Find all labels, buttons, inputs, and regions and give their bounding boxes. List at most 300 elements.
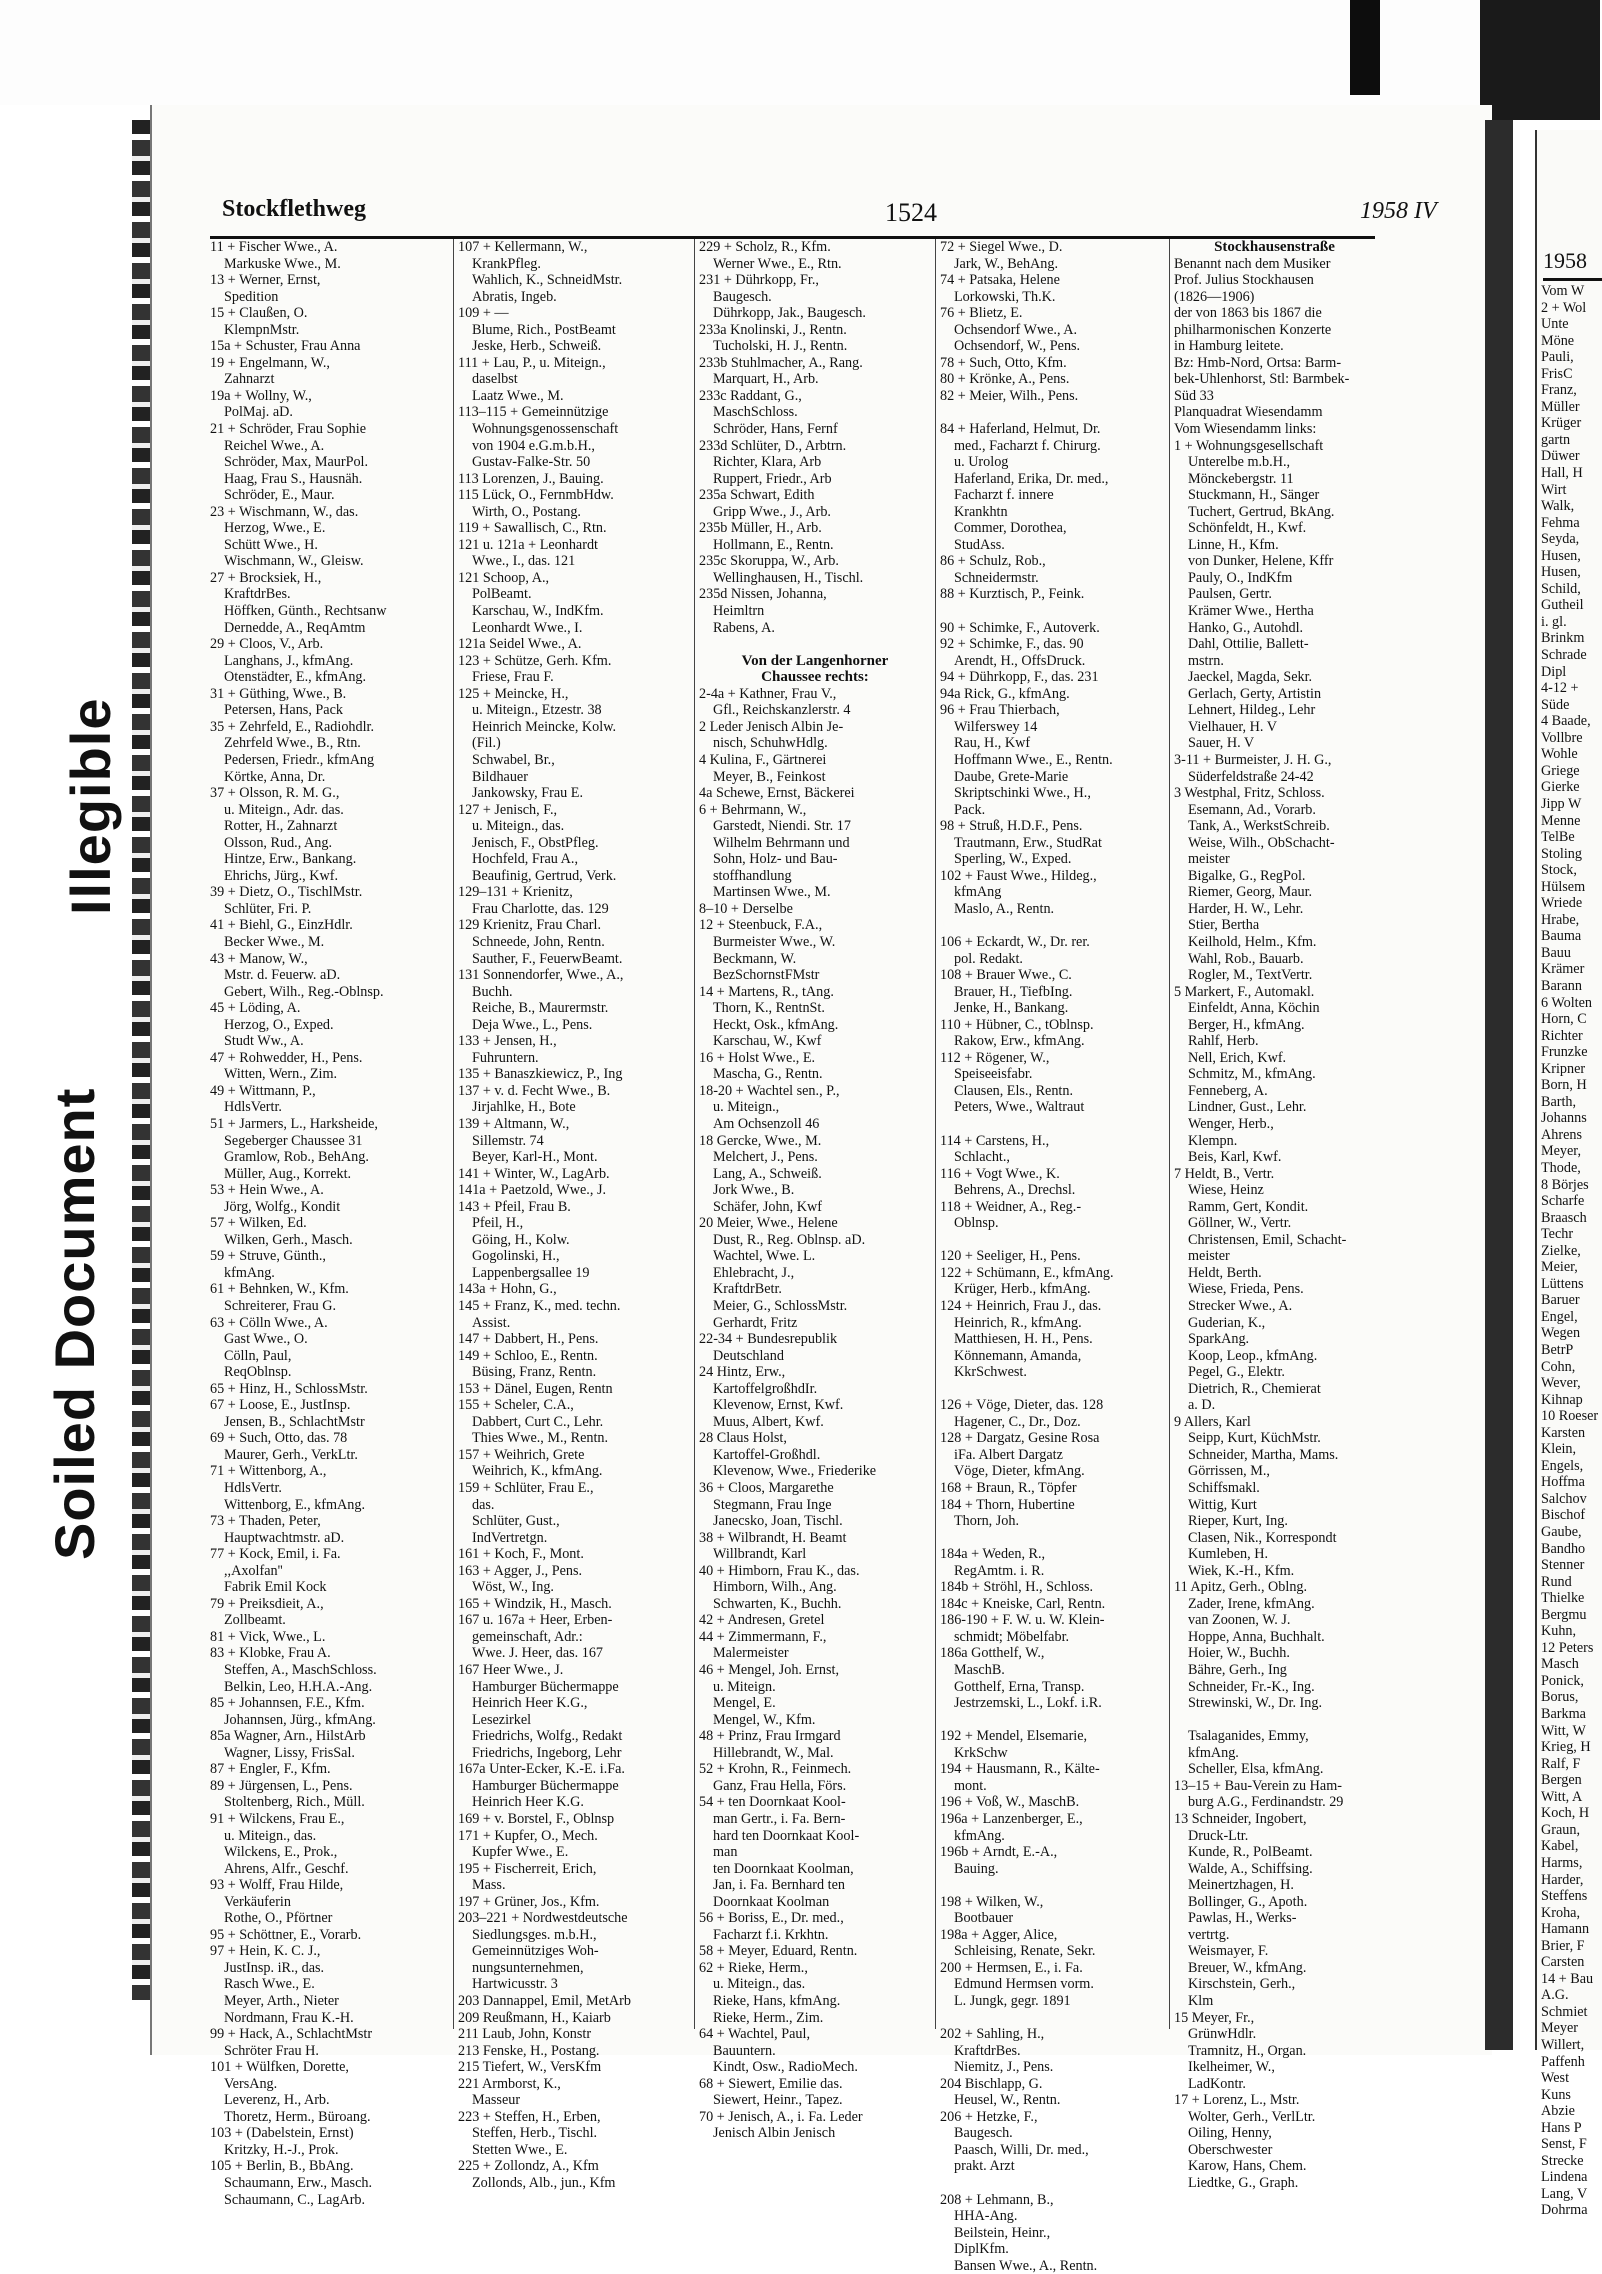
directory-entry-line: Willbrandt, Karl [713,1546,807,1563]
facing-page-line: Krämer [1541,961,1585,978]
directory-entry-line: Trautmann, Erw., StudRat [954,834,1102,851]
directory-entry-line: Kindt, Osw., RadioMech. [713,2059,858,2076]
directory-entry-line: Schaumann, Erw., Masch. [224,2174,373,2191]
facing-page-line: Lindena [1541,2169,1588,2186]
facing-page-line: Strecke [1541,2152,1584,2169]
directory-entry-line: Schütt Wwe., H. [224,536,318,553]
directory-entry-line: Schiffsmakl. [1188,1480,1260,1497]
directory-entry-line: 12 + Steenbuck, F.A., [699,917,823,934]
directory-entry-line: KraftdrBetr. [713,1281,782,1298]
directory-entry-line: 223 + Steffen, H., Erben, [458,2108,601,2125]
directory-entry-line: Heimltrn [713,603,765,620]
directory-entry-line: 211 Laub, John, Konstr [458,2026,592,2043]
directory-entry-line: 186a Gotthelf, W., [940,1645,1045,1662]
directory-entry-line: Frau Charlotte, das. 129 [472,900,609,917]
directory-entry-line: Esemann, Ad., Vorarb. [1188,801,1316,818]
directory-entry-line: Schaumann, C., LagArb. [224,2191,366,2208]
directory-entry-line: Hanko, G., Autohdl. [1188,619,1304,636]
directory-entry-line: Rotter, H., Zahnarzt [224,818,338,835]
directory-entry-line: 42 + Andresen, Gretel [699,1612,825,1629]
directory-entry-line: 45 + Löding, A. [210,1000,301,1017]
directory-entry-line: 88 + Kurztisch, P., Feink. [940,586,1085,603]
directory-entry-line: 18-20 + Wachtel sen., P., [699,1082,840,1099]
directory-entry-line: Tsalaganides, Emmy, [1188,1728,1309,1745]
directory-entry-line: Jensen, B., SchlachtMstr [224,1413,365,1430]
directory-entry-line: mstrn. [1188,652,1224,669]
facing-page-line: Bergmu [1541,1606,1587,1623]
directory-entry-line: nisch, SchuhwHdlg. [713,735,828,752]
directory-entry-line: Gerhardt, Fritz [713,1314,798,1331]
directory-entry-line: 163 + Agger, J., Pens. [458,1562,583,1579]
directory-entry-line: 143a + Hohn, G., [458,1281,557,1298]
directory-entry-line: schmidt; Möbelfabr. [954,1628,1070,1645]
facing-page-line: Cohn, [1541,1358,1576,1375]
directory-entry-line: Keilhold, Helm., Kfm. [1188,933,1317,950]
directory-entry-line: Bansen Wwe., A., Rentn. [954,2257,1098,2274]
directory-entry-line: von 1904 e.G.m.b.H., [472,437,595,454]
directory-entry-line: Rakow, Erw., kfmAng. [954,1033,1085,1050]
directory-entry-line: Hoier, W., Buchh. [1188,1645,1290,1662]
directory-entry-line: 1 + Wohnungsgesellschaft [1174,437,1324,454]
facing-page-line: Brier, F [1541,1937,1585,1954]
directory-entry-line: Wwe. J. Heer, das. 167 [472,1645,604,1662]
directory-entry-line: Buchh. [472,983,513,1000]
facing-page-line: 8 Börjes [1541,1176,1589,1193]
directory-entry-line: 209 Reußmann, H., Kaiarb [458,2009,611,2026]
directory-entry-line: Kunde, R., PolBeamt. [1188,1844,1313,1861]
directory-entry-line: Friedrichs, Wolfg., Redakt [472,1728,623,1745]
directory-entry-line: 167 u. 167a + Heer, Erben- [458,1612,613,1629]
directory-entry-line: Commer, Dorothea, [954,520,1067,537]
directory-entry-line: 62 + Rieke, Herm., [699,1959,808,1976]
facing-page-line: i. gl. [1541,613,1567,630]
directory-entry-line: Pedersen, Friedr., kfmAng [224,751,375,768]
directory-entry-line: Tuchert, Gertrud, BkAng. [1188,503,1335,520]
directory-entry-line: Dernedde, A., ReqAmtm [224,619,366,636]
directory-entry-line: Janecsko, Joan, Tischl. [713,1513,843,1530]
directory-entry-line: Leonhardt Wwe., I. [472,619,583,636]
directory-entry-line: KkrSchwest. [954,1364,1027,1381]
column-rule [935,239,936,2029]
directory-entry-line: 76 + Blietz, E. [940,305,1023,322]
directory-entry-line: Burmeister Wwe., W. [713,933,836,950]
facing-page-line: Ponick, [1541,1672,1584,1689]
directory-entry-line: Laatz Wwe., M. [472,387,564,404]
directory-entry-line: 102 + Faust Wwe., Hildeg., [940,867,1097,884]
directory-entry-line: Bigalke, G., RegPol. [1188,867,1306,884]
directory-entry-line: hard ten Doornkaat Kool- [713,1827,860,1844]
directory-entry-line: Maurer, Gerh., VerkLtr. [224,1446,358,1463]
directory-entry-line: Schröder, Max, MaurPol. [224,454,369,471]
directory-entry-line: Meinertzhagen, H. [1188,1877,1294,1894]
directory-entry-line: 90 + Schimke, F., Autoverk. [940,619,1100,636]
facing-page-line: Zielke, [1541,1242,1581,1259]
directory-entry-line: Dietrich, R., Chemierat [1188,1380,1321,1397]
directory-entry-line: 131 Sonnendorfer, Wwe., A., [458,967,624,984]
directory-entry-line: Siedlungsges. m.b.H., [472,1926,597,1943]
facing-page-line: Born, H [1541,1077,1587,1094]
directory-entry-line: 155 + Scheler, C.A., [458,1397,574,1414]
directory-entry-line: Gripp Wwe., J., Arb. [713,503,831,520]
facing-page-line: 10 Roeser [1541,1408,1599,1425]
directory-entry-line: man [713,1844,738,1861]
directory-entry-line: Krämer Wwe., Hertha [1188,603,1314,620]
directory-entry-line: Dust, R., Reg. Oblnsp. aD. [713,1231,866,1248]
directory-entry-line: Hauptwachtmstr. aD. [224,1529,345,1546]
directory-entry-line: 92 + Schimke, F., das. 90 [940,636,1084,653]
directory-entry-line [940,603,1165,620]
directory-entry-line: Martinsen Wwe., M. [713,884,831,901]
directory-entry-line: Ahrens, Alfr., Geschf. [224,1860,349,1877]
directory-entry-line [940,2175,1165,2192]
directory-entry-line: 15 + Claußen, O. [210,305,308,322]
directory-entry-line: Schneede, John, Rentn. [472,933,605,950]
directory-entry-line: 96 + Frau Thierbach, [940,702,1060,719]
directory-entry-line: ,,Axolfan'' [224,1562,283,1579]
directory-entry-line: Lappenbergsallee 19 [472,1264,590,1281]
directory-entry-line: 157 + Weihrich, Grete [458,1446,585,1463]
directory-entry-line: Chaussee rechts: [761,669,869,686]
directory-entry-line: Fenneberg, A. [1188,1082,1268,1099]
directory-entry-line: HdlsVertr. [224,1480,282,1497]
directory-entry-line: 235a Schwart, Edith [699,487,815,504]
facing-page-line: Hoffma [1541,1474,1585,1491]
directory-entry-line: Ramm, Gert, Kondit. [1188,1198,1309,1215]
directory-entry-line: 15a + Schuster, Frau Anna [210,338,361,355]
directory-entry-line: 184a + Weden, R., [940,1546,1046,1563]
directory-entry-line: Görrissen, M., [1188,1463,1270,1480]
illegible-label: Illegible [59,697,122,915]
directory-entry-line: 141a + Paetzold, Wwe., J. [458,1182,607,1199]
directory-entry-line: Gast Wwe., O. [224,1331,308,1348]
directory-entry-line: Am Ochsenzoll 46 [713,1115,820,1132]
directory-entry-line: Rogler, M., TextVertr. [1188,967,1313,984]
directory-entry-line: 78 + Such, Otto, Kfm. [940,354,1067,371]
directory-entry-line: Koop, Leop., kfmAng. [1188,1347,1318,1364]
directory-entry-line: Liedtke, G., Graph. [1188,2174,1299,2191]
directory-entry-line: Ochsendorf, W., Pens. [954,338,1081,355]
directory-entry-line: Wiese, Heinz [1188,1182,1264,1199]
directory-entry-line: 77 + Kock, Emil, i. Fa. [210,1546,341,1563]
directory-entry-line [699,636,931,653]
directory-entry-line: 126 + Vöge, Dieter, das. 128 [940,1397,1104,1414]
directory-entry-line: Zollonds, Alb., jun., Kfm [472,2174,616,2191]
directory-entry-line: 109 + — [458,305,509,322]
directory-entry-line: Thorn, K., RentnSt. [713,1000,825,1017]
directory-entry-line: 21 + Schröder, Frau Sophie [210,421,366,438]
facing-page-line: Harms, [1541,1854,1583,1871]
directory-entry-line: 195 + Fischerreit, Erich, [458,1860,597,1877]
directory-entry-line: Stegmann, Frau Inge [713,1496,832,1513]
directory-entry-line: 121 Schoop, A., [458,569,550,586]
directory-entry-line: DiplKfm. [954,2241,1009,2258]
directory-entry-line: Ganz, Frau Hella, Förs. [713,1777,847,1794]
directory-entry-line: Heinrich Meincke, Kolw. [472,718,617,735]
directory-entry-line: Hollmann, E., Rentn. [713,536,834,553]
directory-entry-line: Langhans, J., kfmAng. [224,652,354,669]
directory-entry-line: Richter, Klara, Arb [713,454,822,471]
directory-entry-line: Vielhauer, H. V [1188,718,1277,735]
directory-entry-line: Hochfeld, Frau A., [472,851,578,868]
directory-entry-line: Bauuntern. [713,2042,776,2059]
directory-entry-line: Muus, Albert, Kwf. [713,1413,824,1430]
directory-entry-line: Daube, Grete-Marie [954,768,1069,785]
directory-entry-line: Reichel Wwe., A. [224,437,325,454]
directory-entry-line: 124 + Heinrich, Frau J., das. [940,1298,1102,1314]
directory-entry-line: 215 Tiefert, W., VersKfm [458,2059,602,2076]
facing-page-line: A.G. [1541,1987,1569,2004]
directory-entry-line: 3-11 + Burmeister, J. H. G., [1174,751,1332,768]
directory-entry-line: Wahlich, K., SchneidMstr. [472,272,623,289]
directory-entry-line: JustInsp. iR., das. [224,1959,325,1976]
directory-entry-line: 202 + Sahling, H., [940,2026,1045,2043]
facing-page-line: Vollbre [1541,729,1583,746]
directory-entry-line: 169 + v. Borstel, F., Oblnsp [458,1810,615,1827]
directory-entry-line: 27 + Brocksiek, H., [210,569,322,586]
directory-entry-line: Friedrichs, Ingeborg, Lehr [472,1744,622,1761]
directory-entry-line: Gotthelf, Erna, Transp. [954,1678,1085,1695]
directory-entry-line [1174,1712,1375,1729]
directory-entry-line: 11 Apitz, Gerh., Oblng. [1174,1579,1308,1596]
page-edge [1485,120,1513,2050]
directory-entry-line: Behrens, A., Drechsl. [954,1182,1076,1199]
directory-entry-line: 122 + Schümann, E., kfmAng. [940,1264,1114,1281]
directory-entry-line: 192 + Mendel, Elsemarie, [940,1728,1088,1745]
directory-entry-line: 103 + (Dabelstein, Ernst) [210,2125,354,2142]
facing-page-line: Walk, [1541,498,1575,515]
directory-entry-line: 23 + Wischmann, W., das. [210,503,359,520]
directory-entry-line: KrkSchw [954,1744,1008,1761]
facing-page-line: Stoling [1541,845,1582,862]
facing-page-line: Senst, F [1541,2136,1587,2153]
directory-entry-line: u. Miteign. [713,1678,776,1695]
directory-entry-line: Rieke, Hans, kfmAng. [713,1992,841,2009]
facing-page-line: Klein, [1541,1441,1577,1458]
directory-entry-line: 235b Müller, H., Arb. [699,520,822,537]
directory-entry-line: Rau, H., Kwf [954,735,1031,752]
directory-entry-line: Herzog, Wwe., E. [224,520,326,537]
directory-entry-line: 141 + Winter, W., LagArb. [458,1165,610,1182]
directory-entry-line: 18 Gercke, Wwe., M. [699,1132,822,1149]
directory-entry-line: 139 + Altmann, W., [458,1115,570,1132]
scan-edge-strip [1350,0,1380,95]
directory-entry-line: 233b Stuhlmacher, A., Rang. [699,354,863,371]
directory-entry-line: 5 Markert, F., Automakl. [1174,983,1315,1000]
directory-entry-line: 87 + Engler, F., Kfm. [210,1761,331,1778]
facing-page-line: Kihnap [1541,1391,1583,1408]
directory-entry-line: 85 + Johannsen, F.E., Kfm. [210,1695,365,1712]
directory-entry-line: 19a + Wollny, W., [210,387,312,404]
directory-entry-line: 59 + Struve, Günth., [210,1248,326,1265]
facing-page-line: Franz, [1541,382,1577,399]
directory-entry-line: 94a Rick, G., kfmAng. [940,685,1070,702]
directory-entry-line: KraftdrBes. [224,586,291,603]
directory-entry-line: 74 + Patsaka, Helene [940,272,1060,289]
directory-entry-line: Wellinghausen, H., Tischl. [713,569,864,586]
facing-page-line: Seyda, [1541,531,1580,548]
directory-entry-line: Edmund Hermsen vorm. [954,1976,1094,1993]
directory-entry-line: 83 + Klobke, Frau A. [210,1645,331,1662]
facing-page-line: Richter [1541,1027,1583,1044]
facing-page-line: Jipp W [1541,795,1582,812]
directory-entry-line: 40 + Himborn, Frau K., das. [699,1562,860,1579]
facing-page-line: Ahrens [1541,1126,1582,1143]
directory-entry-line: 196b + Arndt, E.-A., [940,1844,1058,1861]
directory-entry-line [940,1712,1165,1729]
directory-entry-line: Mengel, W., Kfm. [713,1711,816,1728]
directory-entry-line: Baugesch. [713,288,772,305]
directory-entry-line: Harder, H. W., Lehr. [1188,900,1304,917]
directory-entry-line: Karschau, W., IndKfm. [472,603,604,620]
facing-page-line: Husen, [1541,547,1581,564]
directory-entry-line: Fuhruntern. [472,1049,539,1066]
directory-entry-line: Nordmann, Frau K.-H. [224,2009,354,2026]
facing-page-line: Barth, [1541,1093,1577,1110]
facing-page-line: 4 Baade, [1541,713,1591,730]
directory-entry-line: Malermeister [713,1645,789,1662]
directory-entry-line: 57 + Wilken, Ed. [210,1215,307,1232]
directory-entry-line: Dabbert, Curt C., Lehr. [472,1413,604,1430]
facing-page-year: 1958 [1543,248,1602,281]
directory-entry-line: 116 + Vogt Wwe., K. [940,1165,1060,1182]
directory-entry-line: Ruppert, Friedr., Arb [713,470,832,487]
directory-entry-line: Scheller, Elsa, kfmAng. [1188,1761,1324,1778]
directory-entry-line: Schreiterer, Frau G. [224,1298,337,1314]
directory-entry-line: 145 + Franz, K., med. techn. [458,1298,621,1314]
directory-entry-line: Rahlf, Herb. [1188,1033,1259,1050]
directory-entry-line: 52 + Krohn, R., Feinmech. [699,1761,852,1778]
directory-entry-line: 19 + Engelmann, W., [210,354,330,371]
facing-page-line: Bauma [1541,928,1582,945]
directory-entry-line: Bollinger, G., Apoth. [1188,1893,1308,1910]
header-year: 1958 IV [1360,198,1437,224]
directory-entry-line: der von 1863 bis 1867 die [1174,305,1322,322]
directory-entry-line: Assist. [472,1314,511,1331]
directory-entry-line: Dührkopp, Jak., Baugesch. [713,305,866,322]
directory-entry-line: Strewinski, W., Dr. Ing. [1188,1695,1322,1712]
facing-page-line: Griege [1541,762,1580,779]
directory-entry-line: Sperling, W., Exped. [954,851,1072,868]
directory-entry-line: Vöge, Dieter, kfmAng. [954,1463,1085,1480]
directory-entry-line: 168 + Braun, R., Töpfer [940,1480,1077,1497]
directory-entry-line: Stoltenberg, Rich., Müll. [224,1794,365,1811]
facing-page-line: Wegen [1541,1325,1581,1342]
facing-page-line: West [1541,2070,1570,2087]
facing-page-line: Süde [1541,696,1570,713]
facing-page-line: Kroha, [1541,1904,1581,1921]
directory-entry-line: Otenstädter, E., kfmAng. [224,669,367,686]
directory-entry-line: Kupfer Wwe., E. [472,1844,569,1861]
facing-page-line: Kripner [1541,1060,1586,1077]
directory-entry-line: Beyer, Karl-H., Mont. [472,1149,598,1166]
directory-entry-line: Mstr. d. Feuerw. aD. [224,967,341,984]
facing-page-line: Witt, W [1541,1722,1586,1739]
directory-entry-line: 91 + Wilckens, Frau E., [210,1810,345,1827]
facing-page-line: BetrP [1541,1342,1574,1358]
directory-entry-line: Schröter Frau H. [224,2042,319,2059]
directory-entry-line: 46 + Mengel, Joh. Ernst, [699,1662,840,1679]
directory-entry-line: Gemeinnütziges Woh- [472,1943,599,1960]
facing-page-line: Borus, [1541,1689,1579,1706]
directory-entry-line: Thoretz, Herm., Büroang. [224,2108,371,2125]
facing-page-line: Carsten [1541,1954,1585,1971]
directory-entry-line: Belkin, Leo, H.H.A.-Ang. [224,1678,373,1695]
directory-entry-line: Speiseeisfabr. [954,1066,1033,1083]
facing-page-line: Wriede [1541,895,1583,912]
directory-entry-line: 99 + Hack, A., SchlachtMstr [210,2026,373,2043]
directory-entry-line: Bähre, Gerh., Ing [1188,1662,1287,1679]
directory-entry-line: Beilstein, Heinr., [954,2224,1051,2241]
directory-entry-line: Klempn. [1188,1132,1238,1149]
facing-page-line: FrisC [1541,365,1573,382]
directory-entry-line: Abratis, Ingeb. [472,288,557,305]
directory-entry-line: Stuckmann, H., Sänger [1188,487,1320,504]
directory-entry-line: kfmAng. [224,1264,275,1281]
facing-page-line: Witt, A [1541,1788,1583,1805]
directory-entry-line: 80 + Krönke, A., Pens. [940,371,1070,388]
directory-entry-line: Paasch, Willi, Dr. med., [954,2141,1089,2158]
directory-entry-line [940,404,1165,421]
directory-entry-line: 113 Lorenzen, J., Bauing. [458,470,604,487]
directory-entry-line: u. Miteign., das. [713,1976,806,1993]
directory-entry-line: Matthiesen, H. H., Pens. [954,1331,1093,1348]
directory-entry-line: 68 + Siewert, Emilie das. [699,2075,843,2092]
directory-entry-line: Thorn, Joh. [954,1513,1020,1530]
directory-entry-line: 184 + Thorn, Hubertine [940,1496,1075,1513]
directory-entry-line: 2 Leder Jenisch Albin Je- [699,718,844,735]
column-rule [694,239,695,2029]
directory-entry-line: 197 + Grüner, Jos., Kfm. [458,1893,600,1910]
directory-entry-line: 82 + Meier, Wilh., Pens. [940,387,1079,404]
directory-entry-line: 107 + Kellermann, W., [458,239,588,255]
directory-entry-line: 196a + Lanzenberger, E., [940,1810,1083,1827]
directory-entry-line: 48 + Prinz, Frau Irmgard [699,1728,841,1745]
directory-entry-line: Weise, Wilh., ObSchacht- [1188,834,1335,851]
directory-entry-line: Müller, Aug., Korrekt. [224,1165,352,1182]
directory-entry-line: 111 + Lau, P., u. Miteign., [458,354,606,371]
directory-entry-line: Wilhelm Behrmann und [713,834,850,851]
directory-entry-line: 58 + Meyer, Eduard, Rentn. [699,1943,858,1960]
directory-entry-line: 38 + Wilbrandt, H. Beamt [699,1529,847,1546]
directory-entry-line: 137 + v. d. Fecht Wwe., B. [458,1082,611,1099]
directory-entry-line: 118 + Weidner, A., Reg.- [940,1198,1082,1215]
directory-entry-line: Hamburger Büchermappe [472,1777,619,1794]
directory-entry-line: Lorkowski, Th.K. [954,288,1056,305]
directory-entry-line: Leverenz, H., Arb. [224,2092,330,2109]
directory-entry-line: Krankhtn [954,503,1008,520]
directory-entry-line: Schmitz, M., kfmAng. [1188,1066,1316,1083]
directory-entry-line: Sauther, F., FeuerwBeamt. [472,950,623,967]
directory-entry-line: 198a + Agger, Alice, [940,1926,1058,1943]
directory-entry-line: 167 Heer Wwe., J. [458,1662,564,1679]
directory-entry-line: Steffen, Herb., Tischl. [472,2125,598,2142]
facing-page-line: Kuhn, [1541,1623,1577,1640]
facing-page-line: Graun, [1541,1821,1581,1838]
directory-entry-line: 97 + Hein, K. C. J., [210,1943,321,1960]
directory-entry-line: u. Miteign., Adr. das. [224,801,344,818]
directory-entry-line: Rothe, O., Pförtner [224,1910,333,1927]
directory-entry-line: Ehrichs, Jürg., Kwf. [224,867,339,884]
directory-page [150,105,1492,2274]
facing-page-line: Scharfe [1541,1193,1585,1210]
directory-entry-line: 119 + Sawallisch, C., Rtn. [458,520,607,537]
facing-page-line: Stenner [1541,1557,1585,1574]
directory-entry-line: vertrtg. [1188,1926,1230,1943]
directory-entry-line: Jeske, Herb., Schweiß. [472,338,602,355]
directory-column-4 [940,239,1165,2274]
directory-entry-line: Jestrzemski, L., Lokf. i.R. [954,1695,1102,1712]
directory-entry-line: 123 + Schütze, Gerh. Kfm. [458,652,612,669]
